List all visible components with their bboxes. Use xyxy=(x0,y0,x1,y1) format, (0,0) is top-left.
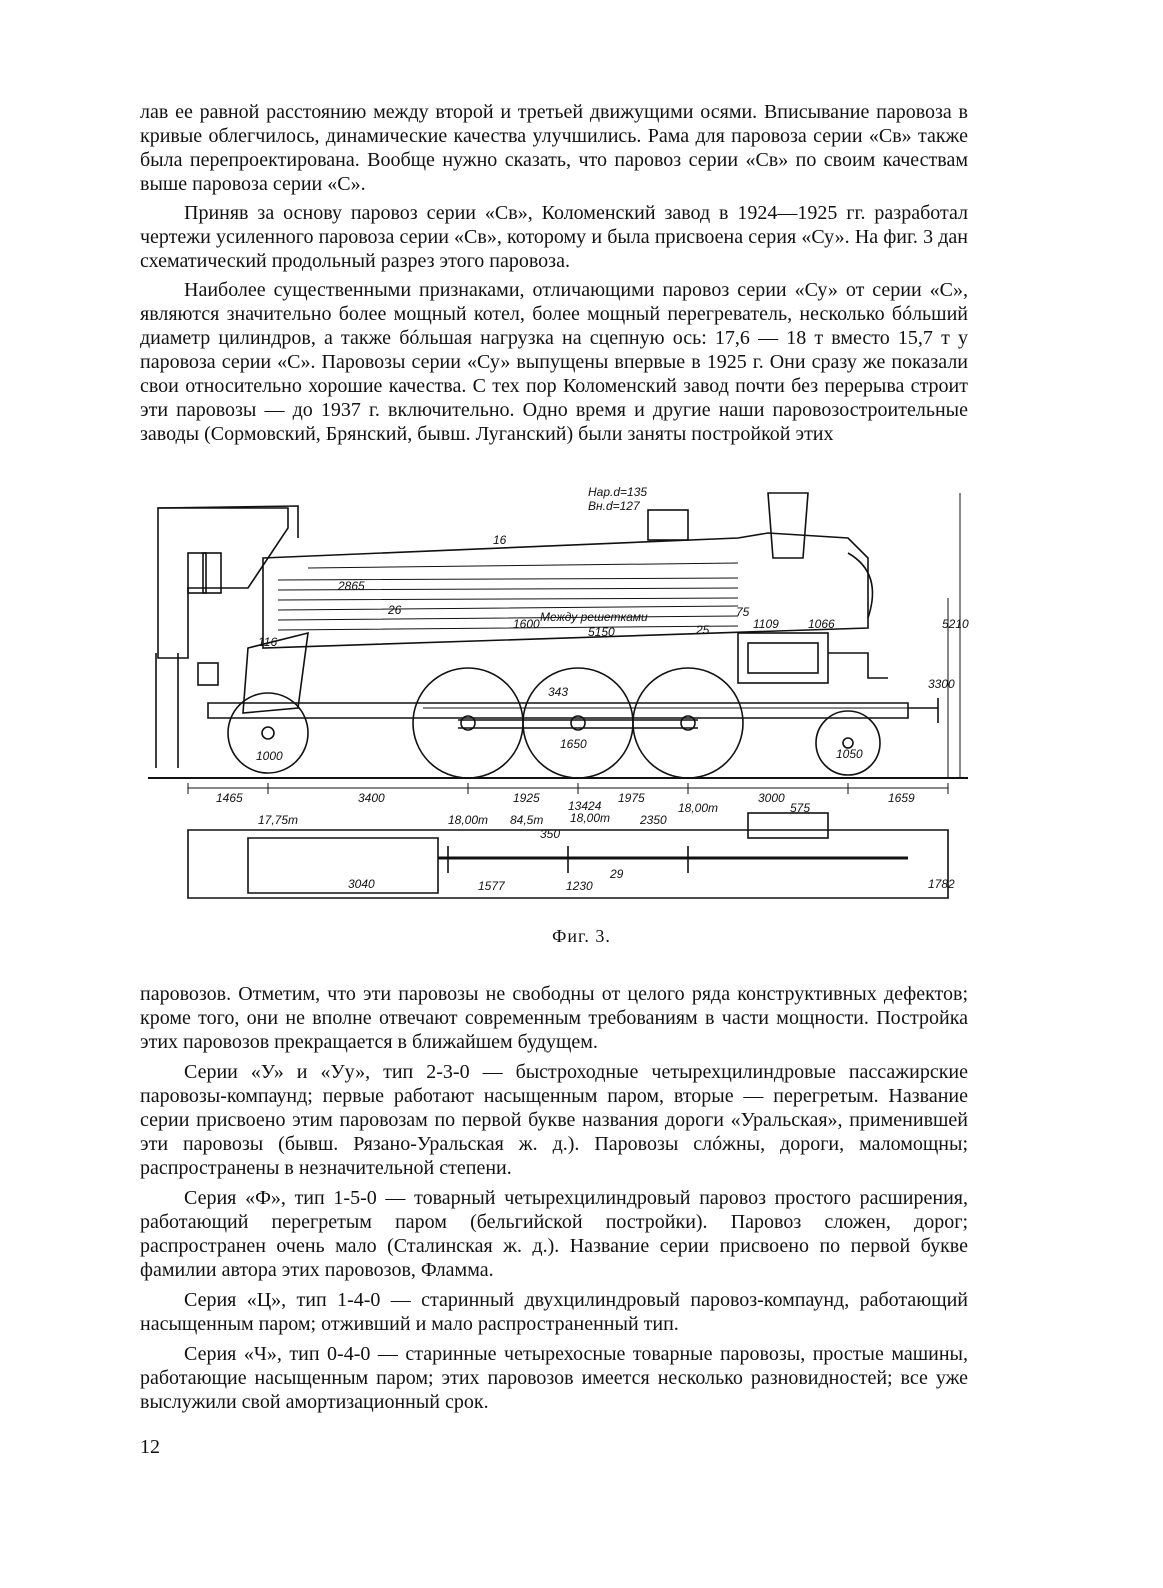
dim-label: 1577 xyxy=(478,879,505,893)
dim-label: 3300 xyxy=(928,677,955,691)
dim-label: 18,00т xyxy=(570,811,611,825)
dim-label: 26 xyxy=(388,603,402,617)
dim-label: 1975 xyxy=(618,791,645,805)
dim-label: 1925 xyxy=(513,791,540,805)
dim-label: 1000 xyxy=(256,749,283,763)
dim-label: 16 xyxy=(493,533,507,547)
bottom-text xyxy=(140,982,968,1414)
dim-label: 84,5т xyxy=(510,813,544,827)
figure-caption: Фиг. 3. xyxy=(552,926,611,946)
paragraph: Серии «У» и «Уу», тип 2-3-0 — быстроходные четырехцилиндровые пассажирские паровозы-компаунд; первые работают насыщенным паром, вторые — перегретым. Название серии присвоено этим паровозам по первой букве названия дороги «Уральская», применившей эти паровозы (бывш. Рязано-Уральская ж. д.). Паровозы слóжны, дороги, маломощны; распространены в незначительной степени. xyxy=(140,1061,968,1179)
dim-label: 3040 xyxy=(348,877,375,891)
dim-label: 2865 xyxy=(338,579,365,593)
paragraph: Приняв за основу паровоз серии «Св», Коломенский завод в 1924—1925 гг. разработал чертежи усиленного паровоза серии «Св», которому и была присвоена серия «Су». На фиг. 3 дан схематический продольный разрез этого паровоза. xyxy=(140,202,968,272)
dim-label: 1050 xyxy=(836,747,863,761)
dim-label: 350 xyxy=(540,827,561,841)
dim-label: 3000 xyxy=(758,791,785,805)
dim-label: 2350 xyxy=(640,813,667,827)
dim-label: 18,00т xyxy=(678,801,719,815)
dim-label: 1066 xyxy=(808,617,835,631)
dim-label: 29 xyxy=(610,867,624,881)
dim-label: 1109 xyxy=(753,617,779,631)
dim-label: 17,75т xyxy=(258,813,299,827)
dim-label: 5210 xyxy=(942,617,969,631)
dim-label: 1782 xyxy=(928,877,955,891)
dim-label: Нар.d=135 xyxy=(588,485,648,499)
dim-label: 1659 xyxy=(888,791,915,805)
dim-label: 1465 xyxy=(216,791,243,805)
dim-label: 1600 xyxy=(513,617,540,631)
dim-label: Между решетками xyxy=(540,610,648,624)
dim-label: Вн.d=127 xyxy=(588,499,640,513)
dim-label: 1650 xyxy=(560,737,587,751)
paragraph: Серия «Ф», тип 1-5-0 — товарный четырехцилиндровый паровоз простого расширения, работающий перегретым паром (бельгийской постройки). Паровоз сложен, дорог; распространен очень мало (Сталинская ж. д.). Название серии присвоено по первой букве фамилии автора этих паровозов, Фламма. xyxy=(140,1187,968,1281)
locomotive-drawing xyxy=(148,478,972,910)
paragraph: Серия «Ч», тип 0-4-0 — старинные четырехосные товарные паровозы, простые машины, работающие насыщенным паром; этих паровозов имеется несколько разновидностей; все уже выслужили свой амортизационный срок. xyxy=(140,1343,968,1413)
page-number: 12 xyxy=(140,1436,160,1458)
dim-label: 75 xyxy=(736,605,750,619)
dim-label: 3400 xyxy=(358,791,385,805)
paragraph: паровозов. Отметим, что эти паровозы не свободны от целого ряда конструктивных дефектов; кроме того, они не вполне отвечают современным требованиям в части мощности. Постройка этих паровозов прекращается в ближайшем будущем. xyxy=(140,983,968,1053)
dim-label: 25 xyxy=(696,623,710,637)
dim-label: 343 xyxy=(548,685,569,699)
paragraph: Серия «Ц», тип 1-4-0 — старинный двухцилиндровый паровоз-компаунд, работающий насыщенным паром; отживший и мало распространенный тип. xyxy=(140,1289,968,1335)
dim-label: 575 xyxy=(790,801,811,815)
dim-label: 18,00т xyxy=(448,813,489,827)
top-text xyxy=(140,100,968,446)
paragraph: Наиболее существенными признаками, отличающими паровоз серии «Су» от серии «С», являются значительно более мощный котел, более мощный перегреватель, несколько бóльший диаметр цилиндров, а также бóльшая нагрузка на сцепную ось: 17,6 — 18 т вместо 15,7 т у паровоза серии «С». Паровозы серии «Су» выпущены впервые в 1925 г. Они сразу же показали свои относительно хорошие качества. С тех пор Коломенский завод почти без перерыва строит эти паровозы — до 1937 г. включительно. Одно время и другие наши паровозостроительные заводы (Сормовский, Брянский, бывш. Луганский) были заняты постройкой этих xyxy=(140,279,968,445)
dim-label: 1230 xyxy=(566,879,593,893)
dim-label: 5150 xyxy=(588,625,615,639)
dim-label: 13424 xyxy=(568,799,602,813)
paragraph: лав ее равной расстоянию между второй и третьей движущими осями. Вписывание паровоза в кривые облегчилось, динамические качества улучшились. Рама для паровоза серии «Св» также была перепроектирована. Вообще нужно сказать, что паровоз серии «Св» по своим качествам выше паровоза серии «С». xyxy=(140,101,968,195)
dim-label: 116 xyxy=(258,635,278,649)
